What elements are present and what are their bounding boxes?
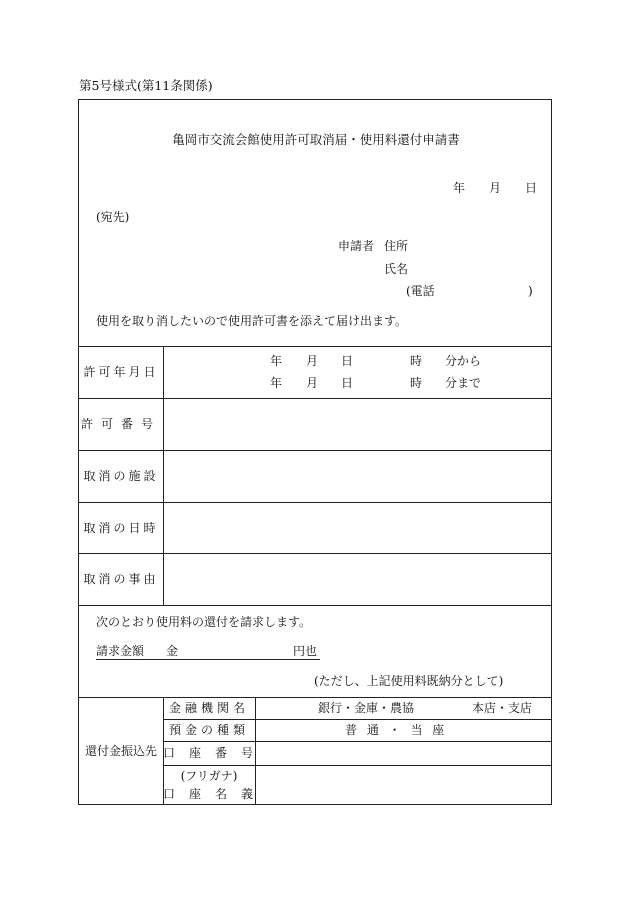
institution-value: 銀行・金庫・農協 — [318, 701, 415, 715]
statement: 使用を取り消したいので使用許可書を添えて届け出ます。 — [96, 314, 408, 328]
address-label: 住所 — [384, 239, 409, 253]
cancelled-datetime-label: 取消の日時 — [83, 521, 159, 535]
branch-value: 本店・支店 — [472, 701, 533, 715]
cancel-reason-label: 取消の事由 — [83, 572, 159, 586]
date-year: 年 — [453, 181, 466, 195]
label-column-divider — [163, 346, 164, 605]
bank-row-divider — [163, 719, 552, 720]
applicant-label: 申請者 — [338, 239, 375, 253]
row-divider — [78, 450, 552, 451]
refund-note: (ただし、上記使用料既納分として) — [314, 674, 504, 688]
from-day: 日 — [341, 354, 354, 368]
row-divider — [78, 605, 552, 606]
permit-number-label: 許可番号 — [80, 417, 161, 431]
from-hour: 時 — [410, 354, 423, 368]
row-divider — [78, 553, 552, 554]
to-minute: 分まで — [445, 376, 482, 390]
cancelled-facility-label: 取消の施設 — [83, 469, 159, 483]
phone-close: ) — [528, 284, 533, 298]
from-minute: 分から — [445, 354, 482, 368]
from-year: 年 — [270, 354, 283, 368]
to-day: 日 — [341, 376, 354, 390]
addressee: (宛先) — [96, 210, 130, 224]
amount-label: 請求金額 — [96, 644, 145, 658]
to-hour: 時 — [410, 376, 423, 390]
deposit-type-value: 普 通 ・ 当 座 — [345, 723, 448, 737]
to-month: 月 — [306, 376, 319, 390]
phone-open: (電話 — [406, 284, 435, 298]
date-month: 月 — [489, 181, 502, 195]
document-title: 亀岡市交流会館使用許可取消届・使用料還付申請書 — [172, 132, 460, 147]
row-divider — [78, 346, 552, 347]
row-divider — [78, 502, 552, 503]
account-name-label: 口座名義 — [163, 787, 268, 801]
bank-row-divider — [163, 741, 552, 742]
permit-date-label: 許可年月日 — [83, 365, 159, 379]
bank-transfer-label: 還付金振込先 — [84, 744, 157, 758]
row-divider — [78, 697, 552, 698]
form-frame — [78, 99, 552, 805]
amount-yen: 円也 — [293, 644, 318, 658]
amount-kin: 金 — [166, 644, 179, 658]
deposit-type-label: 預金の種類 — [168, 723, 249, 737]
refund-request: 次のとおり使用料の還付を請求します。 — [96, 615, 312, 629]
furigana-label: (フリガナ) — [180, 769, 238, 783]
from-month: 月 — [306, 354, 319, 368]
to-year: 年 — [270, 376, 283, 390]
amount-underline — [96, 659, 320, 660]
row-divider — [78, 398, 552, 399]
form-number: 第5号様式(第11条関係) — [79, 78, 213, 93]
institution-label: 金融機関名 — [168, 701, 249, 715]
bank-row-divider — [163, 765, 552, 766]
name-label: 氏名 — [384, 262, 409, 276]
account-number-label: 口座番号 — [163, 746, 268, 760]
date-day: 日 — [525, 181, 538, 195]
